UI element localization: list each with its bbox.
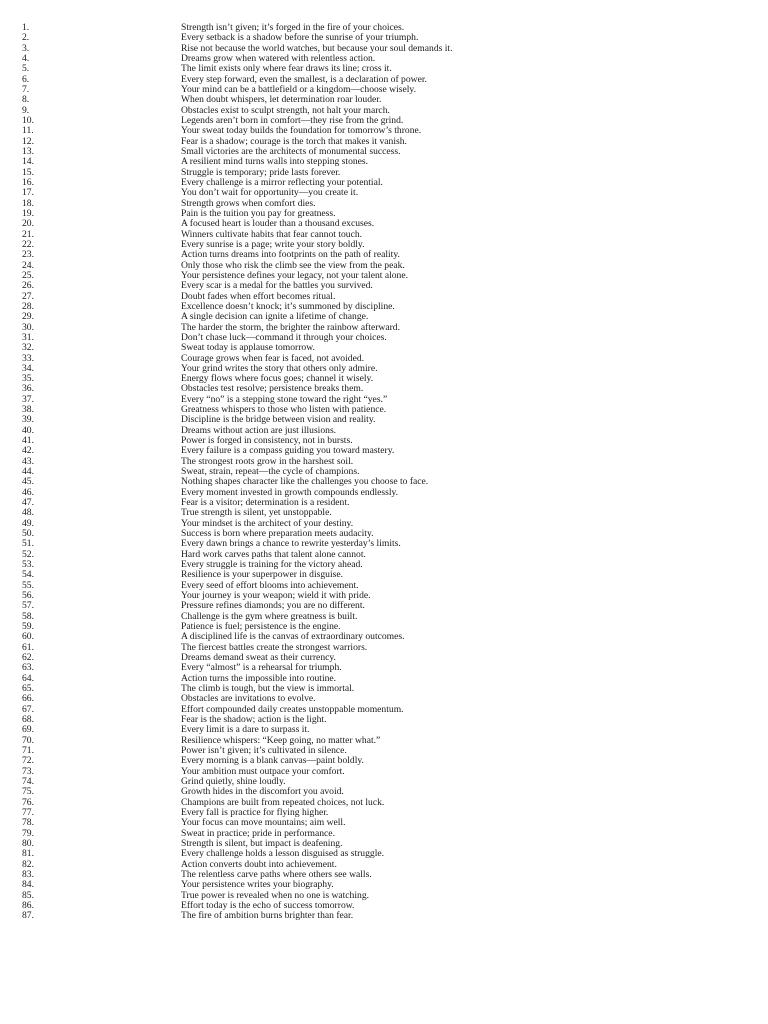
- item-number: 19.: [22, 207, 34, 219]
- item-number: 44.: [22, 466, 34, 478]
- item-text: Every setback is a shadow before the sunrise of your triumph.: [181, 32, 419, 44]
- item-text: Fear is a shadow; courage is the torch that makes it vanish.: [181, 135, 407, 147]
- item-text: Every limit is a dare to surpass it.: [181, 724, 310, 736]
- item-number: 45.: [22, 476, 34, 488]
- item-text: Pain is the tuition you pay for greatness.: [181, 207, 336, 219]
- item-number: 75.: [22, 786, 34, 798]
- item-number: 48.: [22, 507, 34, 519]
- item-text: A resilient mind turns walls into stepping stones.: [181, 156, 369, 168]
- list-item: [0, 849, 768, 859]
- item-text: True power is revealed when no one is watching.: [181, 889, 370, 901]
- item-number: 83.: [22, 868, 34, 880]
- item-text: Fear is the shadow; action is the light.: [181, 713, 327, 725]
- list-item: [0, 777, 768, 787]
- item-number: 10.: [22, 114, 34, 126]
- item-text: Rise not because the world watches, but because your soul demands it.: [181, 42, 453, 54]
- item-text: Excellence doesn’t knock; it’s summoned by discipline.: [181, 300, 395, 312]
- item-text: Hard work carves paths that talent alone cannot.: [181, 548, 366, 560]
- item-number: 29.: [22, 311, 34, 323]
- item-text: Power is forged in consistency, not in bursts.: [181, 435, 353, 447]
- list-item: [0, 767, 768, 777]
- item-number: 37.: [22, 393, 34, 405]
- item-text: Your ambition must outpace your comfort.: [181, 765, 345, 777]
- list-item: [0, 798, 768, 808]
- item-number: 82.: [22, 858, 34, 870]
- item-number: 11.: [22, 125, 34, 137]
- item-text: When doubt whispers, let determination roar louder.: [181, 94, 382, 106]
- item-text: You don’t wait for opportunity—you create it.: [181, 187, 359, 199]
- item-text: Your journey is your weapon; wield it with pride.: [181, 590, 371, 602]
- item-number: 27.: [22, 290, 34, 302]
- item-number: 67.: [22, 703, 34, 715]
- item-number: 77.: [22, 806, 34, 818]
- list-item: [0, 364, 768, 374]
- item-number: 2.: [22, 32, 30, 44]
- item-text: Energy flows where focus goes; channel it wisely.: [181, 373, 374, 385]
- item-text: The climb is tough, but the view is immortal.: [181, 683, 355, 694]
- item-number: 49.: [22, 517, 34, 529]
- item-text: Power isn’t given; it’s cultivated in silence.: [181, 744, 347, 756]
- item-text: The fire of ambition burns brighter than fear.: [181, 910, 354, 922]
- item-number: 53.: [22, 559, 34, 571]
- item-number: 73.: [22, 765, 34, 777]
- item-text: Obstacles exist to sculpt strength, not halt your march.: [181, 104, 390, 116]
- item-text: Doubt fades when effort becomes ritual.: [181, 290, 336, 302]
- list-item: [0, 354, 768, 364]
- list-item: [0, 85, 768, 95]
- item-text: Your mindset is the architect of your destiny.: [181, 517, 354, 529]
- item-text: Discipline is the bridge between vision and reality.: [181, 414, 376, 426]
- list-item: [0, 725, 768, 735]
- item-text: Struggle is temporary; pride lasts forever.: [181, 166, 341, 178]
- item-text: Every seed of effort blooms into achievement.: [181, 579, 359, 591]
- item-number: 87.: [22, 910, 34, 922]
- item-text: Nothing shapes character like the challenges you choose to face.: [181, 476, 429, 488]
- numbered-quote-list: [0, 23, 768, 922]
- item-text: Patience is fuel; persistence is the engine.: [181, 621, 341, 633]
- list-item: [0, 446, 768, 456]
- item-number: 35.: [22, 373, 34, 385]
- item-text: Every step forward, even the smallest, is a declaration of power.: [181, 73, 427, 85]
- item-text: Every scar is a medal for the battles you survived.: [181, 280, 373, 292]
- list-item: [0, 715, 768, 725]
- list-item: [0, 860, 768, 870]
- item-text: Every moment invested in growth compounds endlessly.: [181, 486, 399, 498]
- item-text: Resilience is your superpower in disguise.: [181, 569, 343, 581]
- item-text: Winners cultivate habits that fear cannot touch.: [181, 228, 363, 240]
- item-number: 50.: [22, 528, 34, 540]
- item-number: 62.: [22, 652, 34, 664]
- list-item: [0, 653, 768, 663]
- item-number: 36.: [22, 383, 34, 395]
- item-number: 17.: [22, 187, 34, 199]
- list-item: [0, 219, 768, 229]
- list-item: [0, 209, 768, 219]
- item-text: Courage grows when fear is faced, not avoided.: [181, 352, 365, 364]
- item-text: Champions are built from repeated choices, not luck.: [181, 796, 385, 808]
- item-text: Strength grows when comfort dies.: [181, 197, 316, 209]
- item-number: 13.: [22, 145, 34, 157]
- item-text: Action turns the impossible into routine.: [181, 672, 337, 684]
- item-text: Effort compounded daily creates unstoppable momentum.: [181, 703, 404, 715]
- item-text: Strength is silent, but impact is deafening.: [181, 837, 343, 849]
- item-number: 59.: [22, 621, 34, 633]
- item-number: 68.: [22, 713, 34, 725]
- list-item: [0, 498, 768, 508]
- item-number: 81.: [22, 848, 34, 860]
- list-item: [0, 302, 768, 312]
- item-text: Resilience whispers: “Keep going, no matter what.”: [181, 734, 381, 746]
- item-text: The harder the storm, the brighter the rainbow afterward.: [181, 321, 400, 333]
- item-number: 40.: [22, 424, 34, 436]
- list-item: [0, 426, 768, 436]
- list-item: [0, 632, 768, 642]
- item-number: 33.: [22, 352, 34, 364]
- item-number: 22.: [22, 238, 34, 250]
- list-item: [0, 539, 768, 549]
- item-text: Your persistence defines your legacy, not your talent alone.: [181, 269, 408, 281]
- list-item: [0, 829, 768, 839]
- list-item: [0, 560, 768, 570]
- item-text: The limit exists only where fear draws its line; cross it.: [181, 63, 392, 75]
- item-number: 9.: [22, 104, 30, 116]
- item-text: The strongest roots grow in the harshest soil.: [181, 455, 354, 467]
- list-item: [0, 168, 768, 178]
- item-text: A disciplined life is the canvas of extraordinary outcomes.: [181, 631, 405, 643]
- item-number: 66.: [22, 693, 34, 705]
- item-number: 72.: [22, 755, 34, 767]
- list-item: [0, 550, 768, 560]
- item-number: 24.: [22, 259, 34, 271]
- item-number: 46.: [22, 486, 34, 498]
- list-item: [0, 612, 768, 622]
- list-item: [0, 818, 768, 828]
- list-item: [0, 684, 768, 694]
- list-item: [0, 333, 768, 343]
- item-text: Every “almost” is a rehearsal for triumph.: [181, 662, 342, 674]
- item-text: Sweat today is applause tomorrow.: [181, 342, 315, 354]
- item-number: 30.: [22, 321, 34, 333]
- item-number: 32.: [22, 342, 34, 354]
- item-number: 70.: [22, 734, 34, 746]
- item-text: Every dawn brings a chance to rewrite yesterday’s limits.: [181, 538, 401, 550]
- list-item: [0, 230, 768, 240]
- list-item: [0, 508, 768, 518]
- item-number: 85.: [22, 889, 34, 901]
- item-number: 47.: [22, 497, 34, 509]
- item-number: 26.: [22, 280, 34, 292]
- item-number: 31.: [22, 331, 34, 343]
- item-number: 42.: [22, 445, 34, 457]
- item-number: 63.: [22, 662, 34, 674]
- item-text: Action converts doubt into achievement.: [181, 858, 337, 870]
- item-number: 12.: [22, 135, 34, 147]
- item-text: Action turns dreams into footprints on the path of reality.: [181, 249, 400, 261]
- list-item: [0, 901, 768, 911]
- item-number: 57.: [22, 600, 34, 612]
- item-text: Every challenge holds a lesson disguised as struggle.: [181, 848, 385, 860]
- list-item: [0, 746, 768, 756]
- item-text: The relentless carve paths where others see walls.: [181, 868, 372, 880]
- list-item: [0, 271, 768, 281]
- item-text: Pressure refines diamonds; you are no different.: [181, 600, 365, 612]
- item-text: Dreams demand sweat as their currency.: [181, 652, 336, 664]
- list-item: [0, 405, 768, 415]
- item-text: Dreams grow when watered with relentless action.: [181, 52, 376, 64]
- item-text: Legends aren’t born in comfort—they rise from the grind.: [181, 114, 404, 126]
- item-text: Every morning is a blank canvas—paint boldly.: [181, 755, 364, 767]
- item-text: Every failure is a compass guiding you toward mastery.: [181, 445, 395, 457]
- item-number: 41.: [22, 435, 34, 447]
- list-item: [0, 581, 768, 591]
- list-item: [0, 488, 768, 498]
- list-item: [0, 839, 768, 849]
- list-item: [0, 312, 768, 322]
- list-item: [0, 705, 768, 715]
- list-item: [0, 281, 768, 291]
- list-item: [0, 674, 768, 684]
- list-item: [0, 663, 768, 673]
- item-number: 60.: [22, 631, 34, 643]
- item-number: 39.: [22, 414, 34, 426]
- list-item: [0, 570, 768, 580]
- list-item: [0, 157, 768, 167]
- list-item: [0, 880, 768, 890]
- item-number: 86.: [22, 899, 34, 911]
- item-text: Grind quietly, shine loudly.: [181, 775, 286, 787]
- item-text: Greatness whispers to those who listen with patience.: [181, 404, 387, 416]
- item-text: A single decision can ignite a lifetime of change.: [181, 311, 369, 323]
- list-item: [0, 736, 768, 746]
- item-number: 69.: [22, 724, 34, 736]
- list-item: [0, 250, 768, 260]
- item-text: True strength is silent, yet unstoppable.: [181, 507, 332, 519]
- item-number: 65.: [22, 683, 34, 694]
- item-text: Challenge is the gym where greatness is built.: [181, 610, 358, 622]
- item-number: 78.: [22, 817, 34, 829]
- item-text: Obstacles are invitations to evolve.: [181, 693, 316, 705]
- item-text: Every fall is practice for flying higher.: [181, 806, 329, 818]
- item-text: Sweat, strain, repeat—the cycle of champions.: [181, 466, 360, 478]
- item-text: Dreams without action are just illusions.: [181, 424, 337, 436]
- list-item: [0, 643, 768, 653]
- item-number: 4.: [22, 52, 30, 64]
- item-number: 38.: [22, 404, 34, 416]
- item-number: 74.: [22, 775, 34, 787]
- item-text: Don’t chase luck—command it through your choices.: [181, 331, 387, 343]
- item-number: 64.: [22, 672, 34, 684]
- item-text: Every challenge is a mirror reflecting your potential.: [181, 176, 383, 188]
- item-number: 61.: [22, 641, 34, 653]
- list-item: [0, 415, 768, 425]
- item-number: 18.: [22, 197, 34, 209]
- item-text: Fear is a visitor; determination is a resident.: [181, 497, 350, 509]
- item-text: Effort today is the echo of success tomorrow.: [181, 899, 355, 911]
- item-text: Success is born where preparation meets audacity.: [181, 528, 374, 540]
- list-item: [0, 756, 768, 766]
- item-number: 76.: [22, 796, 34, 808]
- item-text: Every struggle is training for the victory ahead.: [181, 559, 363, 571]
- item-number: 1.: [22, 22, 30, 33]
- item-number: 23.: [22, 249, 34, 261]
- list-item: [0, 787, 768, 797]
- item-number: 14.: [22, 156, 34, 168]
- item-text: The fiercest battles create the strongest warriors.: [181, 641, 368, 653]
- item-number: 20.: [22, 218, 34, 230]
- list-item: [0, 188, 768, 198]
- item-number: 25.: [22, 269, 34, 281]
- item-number: 84.: [22, 879, 34, 891]
- item-number: 56.: [22, 590, 34, 602]
- item-text: Small victories are the architects of monumental success.: [181, 145, 401, 157]
- item-text: Your grind writes the story that others only admire.: [181, 362, 378, 374]
- item-number: 51.: [22, 538, 34, 550]
- item-text: A focused heart is louder than a thousand excuses.: [181, 218, 375, 230]
- item-text: Your persistence writes your biography.: [181, 879, 334, 891]
- item-text: Your sweat today builds the foundation for tomorrow’s throne.: [181, 125, 422, 137]
- item-number: 80.: [22, 837, 34, 849]
- item-number: 6.: [22, 73, 30, 85]
- item-text: Your mind can be a battlefield or a kingdom—choose wisely.: [181, 83, 416, 95]
- list-item: [0, 147, 768, 157]
- item-number: 54.: [22, 569, 34, 581]
- item-number: 71.: [22, 744, 34, 756]
- item-number: 52.: [22, 548, 34, 560]
- list-item: [0, 601, 768, 611]
- item-number: 34.: [22, 362, 34, 374]
- item-number: 3.: [22, 42, 30, 54]
- list-item: [0, 44, 768, 54]
- list-item: [0, 199, 768, 209]
- item-number: 21.: [22, 228, 34, 240]
- item-number: 43.: [22, 455, 34, 467]
- item-text: Growth hides in the discomfort you avoid.: [181, 786, 344, 798]
- item-text: Strength isn’t given; it’s forged in the fire of your choices.: [181, 22, 405, 33]
- item-number: 28.: [22, 300, 34, 312]
- list-item: [0, 591, 768, 601]
- item-number: 5.: [22, 63, 30, 75]
- item-number: 15.: [22, 166, 34, 178]
- item-number: 16.: [22, 176, 34, 188]
- item-text: Your focus can move mountains; aim well.: [181, 817, 346, 829]
- item-text: Every sunrise is a page; write your story boldly.: [181, 238, 365, 250]
- list-item: [0, 911, 768, 921]
- list-item: [0, 374, 768, 384]
- list-item: [0, 870, 768, 880]
- item-number: 8.: [22, 94, 30, 106]
- item-number: 55.: [22, 579, 34, 591]
- list-item: [0, 457, 768, 467]
- item-number: 58.: [22, 610, 34, 622]
- list-item: [0, 343, 768, 353]
- list-item: [0, 808, 768, 818]
- item-number: 79.: [22, 827, 34, 839]
- list-item: [0, 891, 768, 901]
- item-text: Only those who risk the climb see the view from the peak.: [181, 259, 405, 271]
- item-text: Obstacles test resolve; persistence breaks them.: [181, 383, 364, 395]
- item-number: 7.: [22, 83, 30, 95]
- item-text: Every “no” is a stepping stone toward the right “yes.”: [181, 393, 388, 405]
- list-item: [0, 519, 768, 529]
- item-text: Sweat in practice; pride in performance.: [181, 827, 335, 839]
- list-item: [0, 178, 768, 188]
